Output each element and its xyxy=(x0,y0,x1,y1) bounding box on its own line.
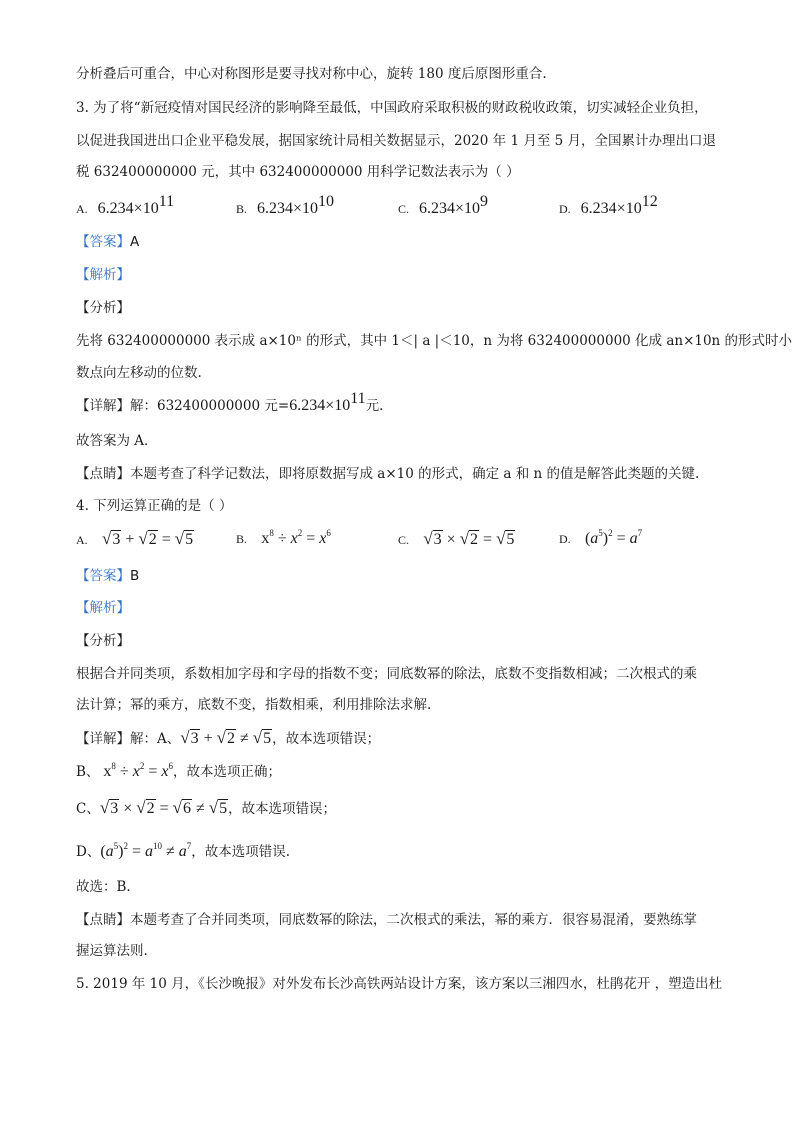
fenxi-heading xyxy=(76,298,723,318)
sqrt-icon: √5 xyxy=(208,798,228,817)
option-exponent: 11 xyxy=(158,193,175,210)
text-line xyxy=(76,64,723,84)
paragraph-text: ，故本选项错误. xyxy=(191,844,291,860)
dianjing-line-2 xyxy=(76,941,723,961)
operator: × xyxy=(446,531,456,548)
option-d xyxy=(559,528,642,550)
operator: + xyxy=(125,531,135,548)
operator: × xyxy=(123,800,133,817)
radicand: 5 xyxy=(263,730,272,747)
option-b xyxy=(236,193,335,220)
paragraph-text: 本题考查了合并同类项，同底数幂的除法，二次根式的乘法，幂的乘方．很容易混淆，要熟练掌 xyxy=(130,912,697,928)
exponent: 2 xyxy=(123,841,128,851)
exponent: 6 xyxy=(326,528,331,538)
fenxi-line-1 xyxy=(76,664,723,684)
option-c xyxy=(398,528,515,551)
radicand: 3 xyxy=(190,730,199,747)
detail-line-d xyxy=(76,842,723,862)
sqrt-icon: √2 xyxy=(216,728,235,747)
operator: + xyxy=(203,730,213,747)
option-letter: C. xyxy=(398,533,410,547)
radicand: 2 xyxy=(226,730,235,747)
option-letter: A. xyxy=(76,533,88,547)
radicand: 5 xyxy=(185,531,194,548)
answer-exponent: 11 xyxy=(350,390,366,407)
detail-line-a xyxy=(76,728,723,749)
option-base: 6.234×10 xyxy=(97,200,159,217)
option-base: 6.234×10 xyxy=(419,200,481,217)
analysis-heading xyxy=(76,265,723,285)
fenxi-line-2 xyxy=(76,695,723,715)
radicand: 6 xyxy=(182,800,191,817)
radicand: 3 xyxy=(433,531,442,548)
question-4-line xyxy=(76,496,723,516)
exponent: 6 xyxy=(168,761,173,771)
paragraph-text: 先将 632400000000 表示成 a×10ⁿ 的形式，其中 1＜| a |＜10，n 为将 632400000000 化成 an×10n 的形式时小 xyxy=(76,333,793,349)
option-base: 6.234×10 xyxy=(580,200,642,217)
question-text: 税 632400000000 元，其中 632400000000 用科学记数法表示为（ ） xyxy=(76,164,520,180)
operator: ÷ xyxy=(119,763,129,780)
paragraph-text: 分析叠后可重合，中心对称图形是要寻找对称中心，旋转 180 度后原图形重合. xyxy=(76,66,547,82)
analysis-heading xyxy=(76,598,723,618)
exponent: 8 xyxy=(269,528,274,538)
sqrt-icon: √3 xyxy=(180,728,199,747)
operator: = xyxy=(616,530,626,547)
operator: = xyxy=(159,800,169,817)
question-text: 5. 2019 年 10 月，《长沙晚报》对外发布长沙高铁两站设计方案，该方案以三湘四水，杜鹃花开 ，塑造出杜 xyxy=(76,976,723,992)
paragraph-text: 解：632400000000 元= xyxy=(130,398,290,414)
fenxi-heading xyxy=(76,631,723,651)
conclusion-line xyxy=(76,877,723,897)
exponent: 8 xyxy=(111,761,116,771)
dianjing-tag: 【点睛】 xyxy=(76,466,130,482)
operator: ≠ xyxy=(195,800,205,817)
option-c xyxy=(398,193,489,220)
exponent: 5 xyxy=(113,841,119,851)
sqrt-icon: √2 xyxy=(136,798,155,817)
paragraph-text: 解：A、 xyxy=(130,731,181,747)
base: x xyxy=(290,530,298,547)
sqrt-icon: √5 xyxy=(496,529,515,548)
answer-line xyxy=(76,232,723,252)
detail-tag: 【详解】 xyxy=(76,398,130,414)
paragraph-text: 故答案为 A． xyxy=(76,433,158,449)
option-a xyxy=(76,193,175,220)
radicand: 2 xyxy=(148,531,157,548)
base: a xyxy=(629,530,638,547)
paragraph-text: 握运算法则. xyxy=(76,943,148,959)
question-3-line-2 xyxy=(76,131,723,151)
question-3-line-3 xyxy=(76,162,723,182)
question-text: 4. 下列运算正确的是（ ） xyxy=(76,498,233,514)
option-b xyxy=(236,528,331,550)
exponent: 2 xyxy=(608,528,613,538)
sqrt-icon: √3 xyxy=(423,529,442,548)
operator: = xyxy=(161,531,171,548)
sqrt-icon: √2 xyxy=(138,529,157,548)
base: x xyxy=(103,763,112,780)
option-letter: D. xyxy=(559,532,571,546)
detail-line-c xyxy=(76,798,723,819)
operator: = xyxy=(483,531,493,548)
option-exponent: 9 xyxy=(480,193,489,210)
option-d xyxy=(559,193,658,220)
base: x xyxy=(161,763,169,780)
conclusion-line xyxy=(76,431,723,451)
paren: ) xyxy=(602,530,609,547)
base: x xyxy=(261,530,270,547)
answer-line xyxy=(76,566,723,586)
dianjing-line xyxy=(76,464,723,484)
sqrt-icon: √6 xyxy=(172,798,191,817)
sqrt-icon: √5 xyxy=(174,529,194,548)
radicand: 3 xyxy=(112,531,121,548)
paragraph-text: 根据合并同类项，系数相加字母和字母的指数不变；同底数幂的除法，底数不变指数相减；二次根式的乘 xyxy=(76,666,697,682)
paragraph-text: ，故本选项错误； xyxy=(272,731,381,747)
paren: ) xyxy=(118,843,124,860)
radicand: 5 xyxy=(506,531,515,548)
answer-value: B xyxy=(130,568,140,584)
analysis-tag: 【解析】 xyxy=(76,267,130,283)
exponent: 7 xyxy=(637,528,643,538)
base: x xyxy=(319,530,327,547)
operator: = xyxy=(148,763,158,780)
exponent: 7 xyxy=(186,841,192,851)
detail-line-b xyxy=(76,762,723,782)
fenxi-tag: 【分析】 xyxy=(76,633,130,649)
option-base: 6.234×10 xyxy=(257,200,319,217)
operator: ≠ xyxy=(239,730,249,747)
radicand: 2 xyxy=(146,800,155,817)
option-exponent: 12 xyxy=(641,193,658,210)
fenxi-line-2 xyxy=(76,363,723,383)
option-letter: D. xyxy=(559,202,571,216)
option-a xyxy=(76,528,194,551)
option-letter: B. xyxy=(236,202,248,216)
dianjing-tag: 【点睛】 xyxy=(76,912,130,928)
fenxi-line-1 xyxy=(76,331,793,351)
paragraph-text: D、 xyxy=(76,844,101,860)
answer-expression: 6.234×10 xyxy=(289,397,351,414)
option-exponent: 10 xyxy=(318,193,335,210)
question-3-line-1 xyxy=(76,98,723,118)
sqrt-icon: √2 xyxy=(459,529,479,548)
fenxi-tag: 【分析】 xyxy=(76,300,130,316)
answer-value: A xyxy=(130,234,140,250)
sqrt-icon: √5 xyxy=(252,728,272,747)
base: x xyxy=(132,763,140,780)
paragraph-text: 法计算；幂的乘方，底数不变，指数相乘，利用排除法求解. xyxy=(76,697,432,713)
exponent: 2 xyxy=(297,528,303,538)
sqrt-icon: √3 xyxy=(99,798,119,817)
base: a xyxy=(178,843,187,860)
paragraph-text: B、 xyxy=(76,764,100,780)
paragraph-text: 元. xyxy=(365,398,384,414)
operator: ≠ xyxy=(166,843,175,860)
paren: ( xyxy=(100,843,106,860)
operator: = xyxy=(306,530,316,547)
radicand: 5 xyxy=(219,800,228,817)
radicand: 2 xyxy=(470,531,479,548)
answer-tag: 【答案】 xyxy=(76,234,130,250)
base: a xyxy=(590,530,599,547)
paragraph-text: C、 xyxy=(76,801,100,817)
question-text: 以促进我国进出口企业平稳发展，据国家统计局相关数据显示，2020 年 1 月至 5 月，全国累计办理出口退 xyxy=(76,133,716,149)
paragraph-text: ，故本选项正确； xyxy=(172,764,281,780)
analysis-tag: 【解析】 xyxy=(76,600,130,616)
paragraph-text: 数点向左移动的位数. xyxy=(76,365,202,381)
exponent: 5 xyxy=(598,528,603,538)
answer-tag: 【答案】 xyxy=(76,568,130,584)
question-text: 3. 为了将“新冠疫情对国民经济的影响降至最低，中国政府采取积极的财政税收政策，切实减轻企业负担， xyxy=(76,100,708,116)
option-letter: B. xyxy=(236,532,248,546)
option-letter: C. xyxy=(398,202,410,216)
base: a xyxy=(105,843,114,860)
paragraph-text: 故选：B. xyxy=(76,879,131,895)
option-letter: A. xyxy=(76,202,88,216)
paragraph-text: 本题考查了科学记数法，即将原数据写成 a×10 的形式，确定 a 和 n 的值是解答此类题的关键. xyxy=(130,466,700,482)
question-5-line xyxy=(76,974,723,994)
paren: ( xyxy=(584,530,591,547)
detail-line xyxy=(76,390,723,416)
operator: = xyxy=(131,843,142,860)
paragraph-text: ，故本选项错误； xyxy=(228,801,337,817)
operator: ÷ xyxy=(277,530,287,547)
detail-tag: 【详解】 xyxy=(76,731,130,747)
base: a xyxy=(145,843,154,860)
dianjing-line-1 xyxy=(76,910,723,930)
exponent: 10 xyxy=(153,841,163,851)
exponent: 2 xyxy=(139,761,145,771)
radicand: 3 xyxy=(110,800,119,817)
sqrt-icon: √3 xyxy=(101,529,121,548)
